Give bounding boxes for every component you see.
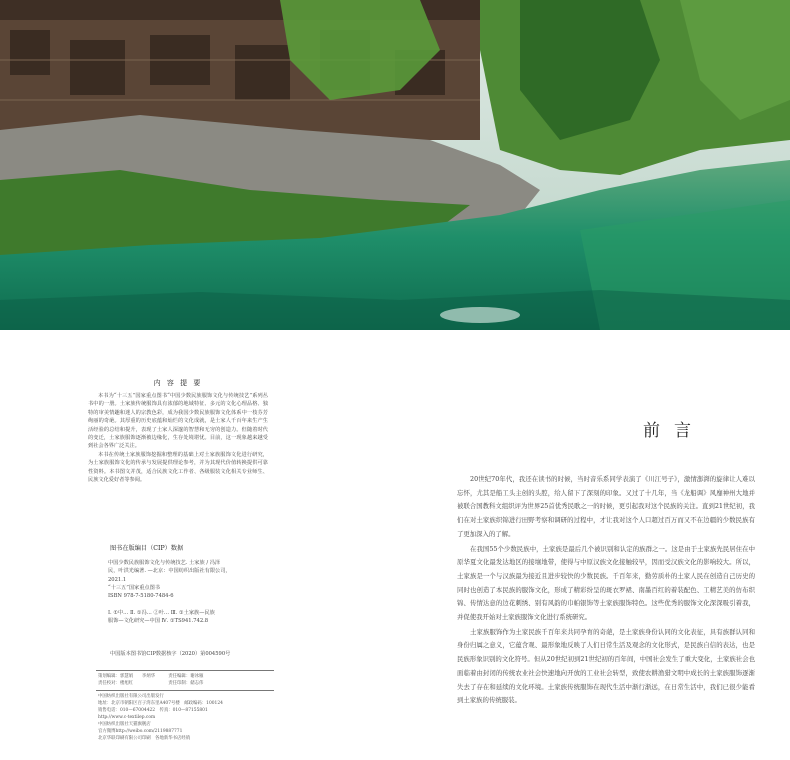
cip-line: 民，叶洪光编著. —北京：中国纺织出版社有限公司， <box>108 568 231 575</box>
photo-illustration <box>0 0 790 330</box>
preface-paragraph: 20世纪70年代，我还在读书的时候，当时音乐系同学表演了《川江号子》，激情澎湃的旋律让人难以忘怀，尤其是船工头主创的头腔，给人留下了深刻的印象。又过了十几年，当《龙船调》风靡神州大地并被联合国教科文组织评为世界25首优秀民歌之一的时候，更引起我对这个民族的关注。直到21世纪初，我们在对土家族织锦进行田野考察和调研的过程中，才让我对这个人口超过百万而又不在边疆的少数民族有了更加深入的了解。 <box>457 475 755 538</box>
publisher-line: 销售电话：010—67004422 传真：010—87155801 <box>98 708 208 713</box>
cip-line <box>108 600 268 608</box>
cip-line: “十三五”国家重点图书 <box>108 584 160 591</box>
cip-line: 2021.1 <box>108 576 127 583</box>
publisher-line: 地址：北京市朝阳区百子湾东里A407号楼 邮政编码：100124 <box>98 701 223 706</box>
cip-line: 中国少数民族服饰文化与传统技艺. 土家族 / 冯泽 <box>108 560 221 566</box>
copyright-page <box>0 330 395 760</box>
preface-page <box>395 330 790 760</box>
publisher-line: 官方微博http://weibo.com/2119887771 <box>98 729 183 734</box>
preface-paragraph: 在我国55个少数民族中，土家族是最后几个被识别和认定的族群之一。这是由于土家族先民居住在中原华夏文化最发达地区的接壤地带，使得与中原汉族文化接触较早，因而受汉族文化的影响较大。所以，土家族是一个与汉族最为接近且进步较快的少数民族。千百年来，勤劳质朴的土家人民在创造自己历史的同时也创造了本民族的服饰文化，形成了精彩纷呈的斑衣罗裙、南墨百红的着装配色、工精艺美的仿布织锦、传情达意的边花刺绣、别有风韵的巾帕银饰等土家族服饰特色。这些优秀的服饰文化深深吸引着我，并促使我开始对土家族服饰文化进行系统研究。 <box>457 544 755 622</box>
preface-paragraph: 土家族服饰作为土家民族千百年来共同孕育的奇葩，是土家族身份认同的文化表征，具有族群认同和身份归属之意义，它蕴含观、最形象地反映了人们日常生活及观念的文化形式，是民族自信的表达，也是民族形象识别的文化符号。但从20世纪初到21世纪初的百年间，中国社会发生了重大变化，土家族社会也面临着由封闭的传统农业社会快速地向开放的工业社会转型，致使农耕渔猎文明中成长的土家族服饰逐渐失去了存在和延续的文化环境。土家族传统服饰在现代生活中渐行渐远，在日常生活中，我们已很少能看到土家族的传统服装。 <box>457 627 755 705</box>
summary-title: 内 容 提 要 <box>153 379 203 387</box>
publisher-line: 北京华联印刷有限公司印刷 各地新华书店经销 <box>98 736 191 741</box>
publisher-line: http://www.c-textilep.com <box>98 715 156 720</box>
cip-data <box>108 559 268 625</box>
summary-text <box>88 392 268 484</box>
editor-line: 策划编辑：郭慧娟 李炳华 责任编辑：谢冰雁 <box>98 674 204 679</box>
publisher-line: 中国纺织出版社天猫旗舰店 <box>98 722 151 727</box>
preface-title: 前言 <box>643 421 705 441</box>
cip-title: 图书在版编目（CIP）数据 <box>110 545 184 552</box>
preface-body <box>457 473 755 709</box>
editor-line: 责任校对：楼旭红 责任印制：储志伟 <box>98 681 204 686</box>
divider <box>96 690 274 691</box>
cip-line: Ⅰ. ①中… Ⅱ. ①冯… ②叶… Ⅲ. ①土家族—民族 <box>108 609 215 616</box>
summary-paragraph: 本书为“十三五”国家重点图书“中国少数民族服饰文化与传统技艺”系列丛书中的一册。土家族传统服饰具有浓郁的地域特征、多元的文化心理品格、独特的审美情趣和迷人的宗教色彩，成为我国少数民族服饰文化体系中一枝芬芳绚丽的奇葩。其厚重的历史底蕴和灿烂的文化成就，是土家人千百年来生产生活经验的总结和提升，表现了土家人深邃的智慧和无穷的创造力。但随着时代的变迁，土家族服饰逐渐被边缘化，生存处境堪忧。目前，这一现象越来越受到社会各界广泛关注。 <box>88 393 268 450</box>
summary-paragraph: 本书在传统土家族服饰挖掘和整理的基础上对土家族服饰文化进行研究，为土家族服饰文化的传承与发展提供理论参考，并为其现代价值转换提供可靠性资料。本书图文并茂，适合民族文化工作者、各级服装文化相关专业师生、民族文化爱好者等参阅。 <box>88 451 268 484</box>
divider <box>96 670 274 671</box>
cip-line: ISBN 978-7-5180-7484-6 <box>108 593 174 600</box>
cip-line: 服饰—文化研究—中国 Ⅳ. ①TS941.742.8 <box>108 618 209 625</box>
cip-record-number: 中国版本图书馆CIP数据核字（2020）第004590号 <box>110 651 231 657</box>
river-village-photo <box>0 0 790 330</box>
publisher-line: 中国纺织出版社有限公司出版发行 <box>98 694 164 699</box>
